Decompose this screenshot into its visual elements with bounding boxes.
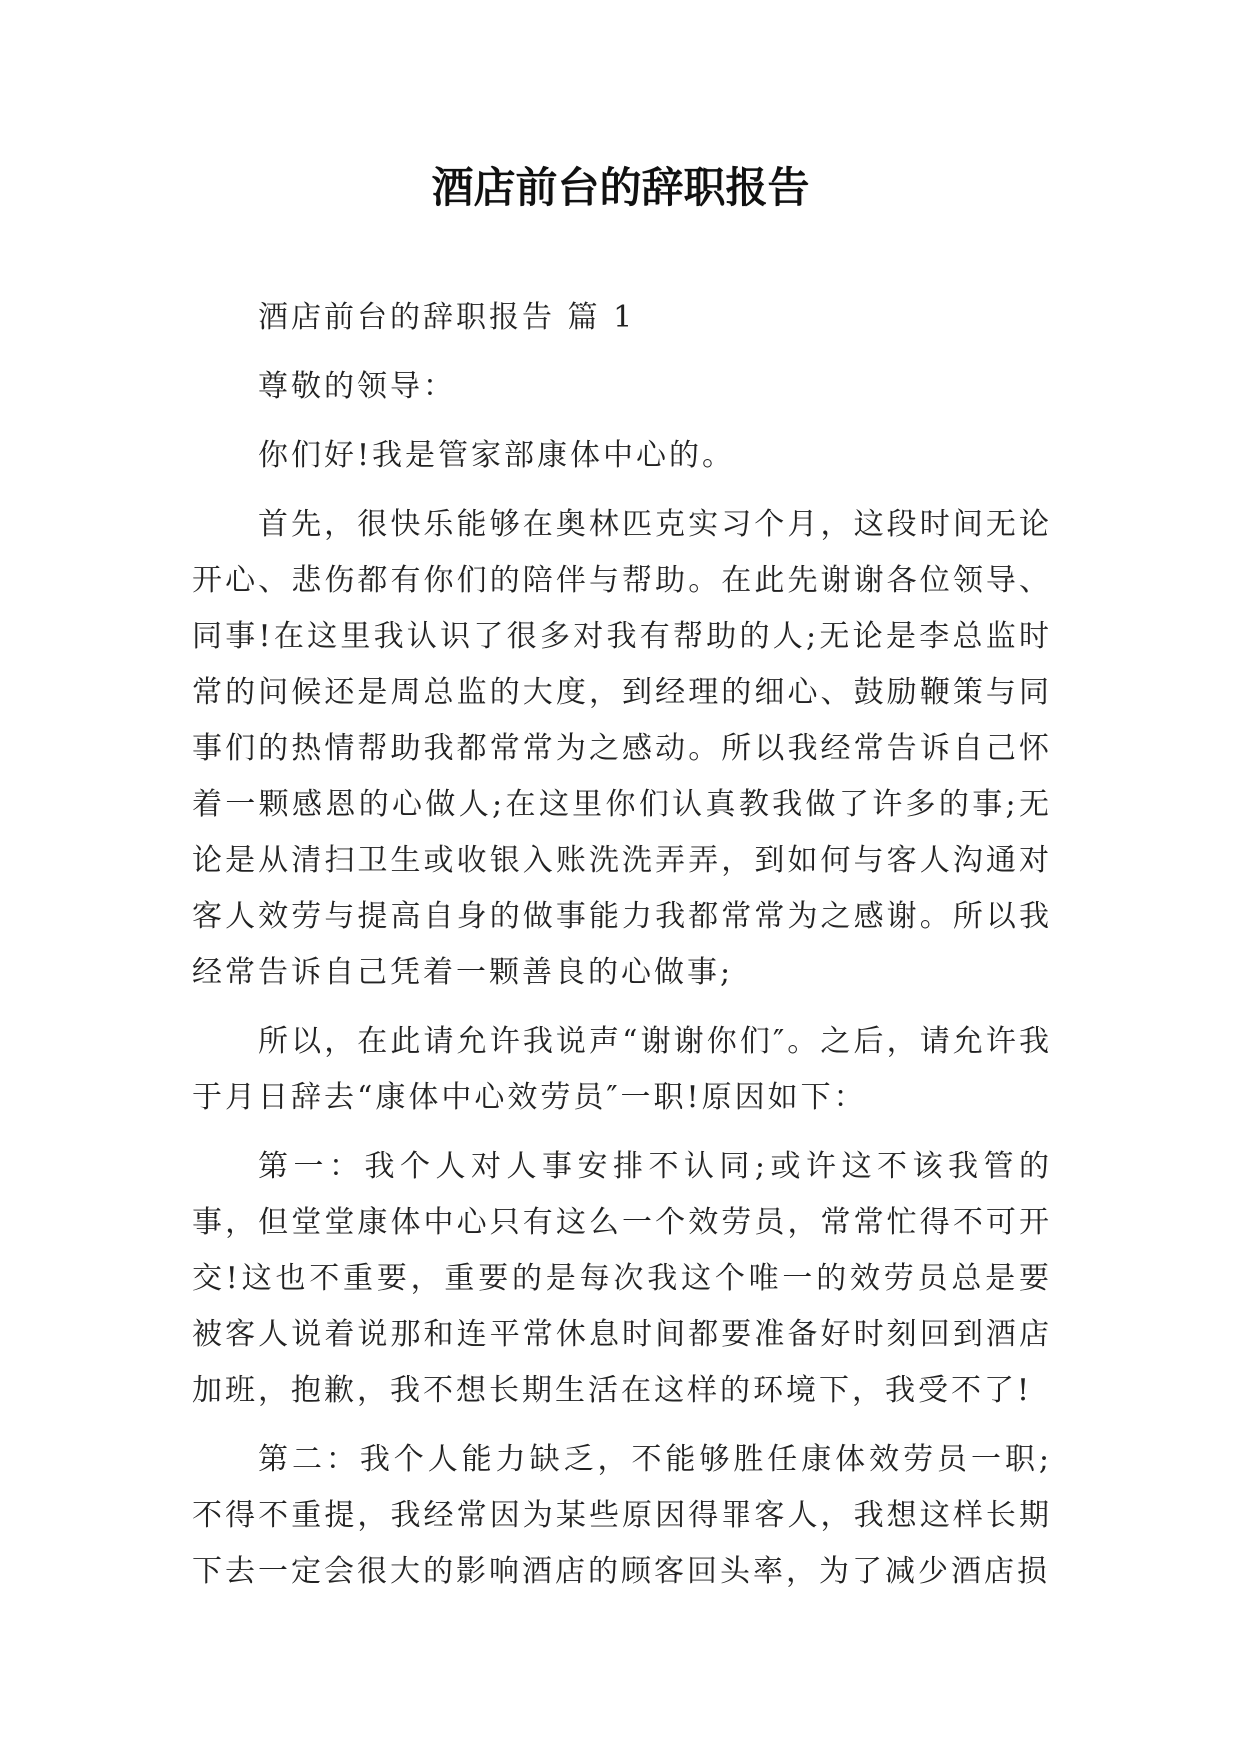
greeting-paragraph: 你们好!我是管家部康体中心的。 (258, 438, 736, 473)
body-paragraph: 首先，很快乐能够在奥林匹克实习个月，这段时间无论开心、悲伤都有你们的陪伴与帮助。在此先谢谢各位领导、同事!在这里我认识了很多对我有帮助的人;无论是李总监时常的问候还是周总监的大度，到经理的细心、鼓励鞭策与同事们的热情帮助我都常常为之感动。所以我经常告诉自己怀着一颗感恩的心做人;在这里你们认真教我做了许多的事;无论是从清扫卫生或收银入账洗洗弄弄，到如何与客人沟通对客人效劳与提高自身的做事能力我都常常为之感谢。所以我经常告诉自己凭着一颗善良的心做事; (192, 507, 1052, 990)
document-body (192, 290, 1052, 1613)
body-paragraph: 第一：我个人对人事安排不认同;或许这不该我管的事，但堂堂康体中心只有这么一个效劳员，常常忙得不可开交!这也不重要，重要的是每次我这个唯一的效劳员总是要被客人说着说那和连平常休息时间都要准备好时刻回到酒店加班，抱歉，我不想长期生活在这样的环境下，我受不了! (192, 1149, 1052, 1408)
body-paragraph: 第二：我个人能力缺乏，不能够胜任康体效劳员一职;不得不重提，我经常因为某些原因得罪客人，我想这样长期下去一定会很大的影响酒店的顾客回头率，为了减少酒店损 (192, 1442, 1052, 1589)
body-paragraph: 所以，在此请允许我说声“谢谢你们″。之后，请允许我于月日辞去“康体中心效劳员″一职!原因如下： (192, 1024, 1052, 1115)
salutation: 尊敬的领导： (258, 369, 456, 404)
document-title: 酒店前台的辞职报告 (431, 163, 810, 212)
section-heading: 酒店前台的辞职报告 篇 1 (258, 300, 636, 335)
